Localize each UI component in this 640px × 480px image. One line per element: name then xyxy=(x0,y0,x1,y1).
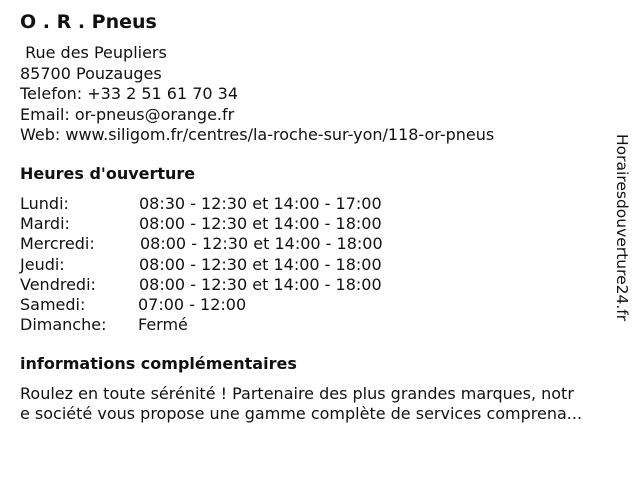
additional-info-text xyxy=(20,384,630,424)
site-watermark: Horairesdouverture24.fr xyxy=(613,134,631,322)
phone-number: Telefon: +33 2 51 61 70 34 xyxy=(20,84,239,103)
day-label: Mardi: xyxy=(20,214,70,234)
time-range: 08:00 - 12:30 et 14:00 - 18:00 xyxy=(139,274,382,294)
additional-info-heading: informations complémentaires xyxy=(20,354,297,373)
info-line: e société vous propose une gamme complète de services comprena... xyxy=(20,404,583,423)
info-line: Roulez en toute sérénité ! Partenaire des plus grandes marques, notr xyxy=(20,384,574,403)
day-label: Jeudi: xyxy=(20,254,65,274)
time-range: 08:30 - 12:30 et 14:00 - 17:00 xyxy=(139,194,382,213)
time-range: 07:00 - 12:00 xyxy=(138,294,247,314)
time-range: Fermé xyxy=(138,315,188,335)
hours-row-tuesday xyxy=(20,214,440,234)
street-address: Rue des Peupliers xyxy=(20,43,167,62)
email-address: Email: or-pneus@orange.fr xyxy=(20,104,235,124)
opening-hours-list xyxy=(20,194,440,335)
website-url: Web: www.siligom.fr/centres/la-roche-sur-yon/118-or-pneus xyxy=(20,125,495,144)
day-label: Mercredi: xyxy=(20,234,95,254)
hours-row-wednesday xyxy=(20,234,440,254)
city-postcode: 85700 Pouzauges xyxy=(20,63,162,83)
time-range: 08:00 - 12:30 et 14:00 - 18:00 xyxy=(139,254,382,274)
hours-row-monday xyxy=(20,194,440,214)
day-label: Lundi: xyxy=(20,194,69,213)
contact-block xyxy=(20,43,494,146)
hours-row-sunday xyxy=(20,315,440,335)
business-name: O . R . Pneus xyxy=(20,11,157,33)
time-range: 08:00 - 12:30 et 14:00 - 18:00 xyxy=(140,234,383,254)
day-label: Vendredi: xyxy=(20,274,96,294)
day-label: Dimanche: xyxy=(20,315,107,335)
hours-row-thursday xyxy=(20,255,440,275)
day-label: Samedi: xyxy=(20,294,86,314)
time-range: 08:00 - 12:30 et 14:00 - 18:00 xyxy=(139,214,382,234)
hours-row-saturday xyxy=(20,295,440,315)
hours-row-friday xyxy=(20,275,440,295)
opening-hours-heading: Heures d'ouverture xyxy=(20,164,196,183)
